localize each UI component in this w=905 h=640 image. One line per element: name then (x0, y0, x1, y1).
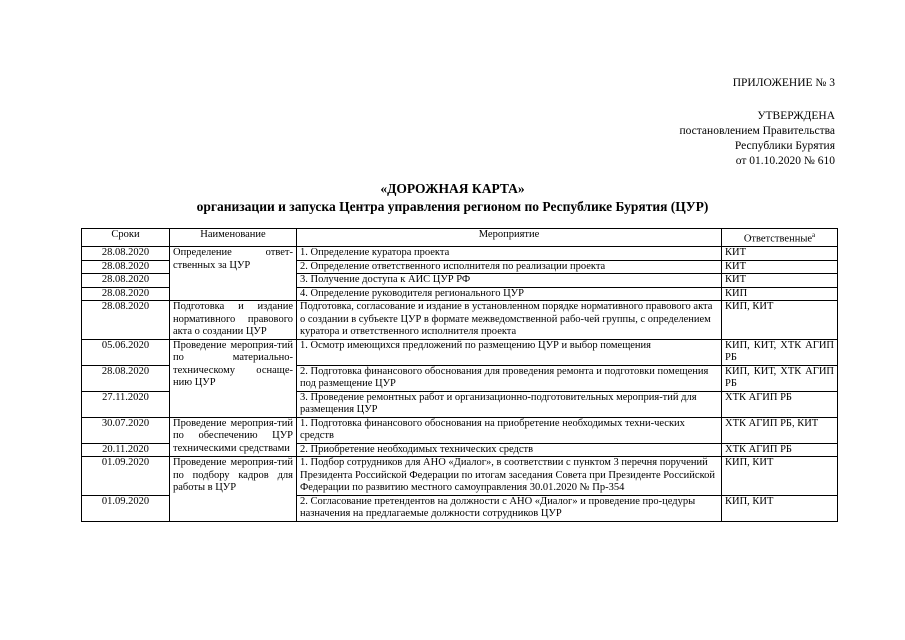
row-date: 28.08.2020 (82, 260, 170, 274)
row-activity: 4. Определение руководителя регионального ЦУР (297, 287, 722, 301)
table-row (82, 247, 838, 261)
table-row (82, 457, 838, 496)
header-responsible (722, 229, 838, 247)
row-activity: 1. Подготовка финансового обоснования на приобретение необходимых техни-ческих средств (297, 417, 722, 443)
approval-line-2: Республики Бурятия (734, 140, 835, 152)
annex-number: ПРИЛОЖЕНИЕ № 3 (732, 77, 835, 89)
row-activity: 1. Определение куратора проекта (297, 247, 722, 261)
row-date: 27.11.2020 (82, 391, 170, 417)
row-date: 01.09.2020 (82, 457, 170, 496)
row-date: 01.09.2020 (82, 495, 170, 521)
row-activity: 2. Определение ответственного исполнителя по реализации проекта (297, 260, 722, 274)
row-date: 30.07.2020 (82, 417, 170, 443)
title-line-2: организации и запуска Центра управления регионом по Республике Бурятия (ЦУР) (196, 199, 709, 214)
row-responsible: КИП (722, 287, 838, 301)
row-responsible: КИП, КИТ, ХТК АГИП РБ (722, 339, 838, 365)
row-responsible: КИП, КИТ (722, 457, 838, 496)
row-date: 20.11.2020 (82, 443, 170, 457)
row-activity: 3. Проведение ремонтных работ и организационно-подготовительных мероприя-тий для размещения ЦУР (297, 391, 722, 417)
row-responsible: КИТ (722, 274, 838, 288)
row-responsible: КИТ (722, 260, 838, 274)
table-row (82, 417, 838, 443)
row-responsible: КИП, КИТ (722, 301, 838, 340)
group-name: Проведение мероприя-тий по подбору кадров для работы в ЦУР (170, 457, 297, 522)
row-date: 28.08.2020 (82, 301, 170, 340)
row-responsible: ХТК АГИП РБ (722, 443, 838, 457)
approval-block (679, 76, 835, 169)
row-responsible: КИП, КИТ (722, 495, 838, 521)
group-name: Проведение мероприя-тий по обеспечению ЦУР техническими средствами (170, 417, 297, 457)
group-name: Проведение мероприя-тий по материально-техническому оснаще-нию ЦУР (170, 339, 297, 417)
row-responsible: КИТ (722, 247, 838, 261)
row-activity: 3. Получение доступа к АИС ЦУР РФ (297, 274, 722, 288)
header-responsible-label: Ответственные (743, 233, 813, 245)
header-name: Наименование (170, 229, 297, 247)
row-date: 28.08.2020 (82, 247, 170, 261)
row-date: 05.06.2020 (82, 339, 170, 365)
header-date: Сроки (82, 229, 170, 247)
group-name: Подготовка и издание нормативного правового акта о создании ЦУР (170, 301, 297, 340)
header-activity: Мероприятие (297, 229, 722, 247)
footnote-marker: а (812, 231, 816, 239)
row-activity: Подготовка, согласование и издание в установленном порядке нормативного правового акта о создании в субъекте ЦУР в формате межведомственной рабо-чей группы, с определением куратора и ответственного исполнителя проекта (297, 301, 722, 340)
row-activity: 2. Подготовка финансового обоснования для проведения ремонта и подготовки помещения под размещение ЦУР (297, 365, 722, 391)
approval-line-3: от 01.10.2020 № 610 (735, 155, 835, 167)
table-row (82, 339, 838, 365)
row-activity: 2. Приобретение необходимых технических средств (297, 443, 722, 457)
table-header-row (82, 229, 838, 247)
roadmap-table (81, 228, 838, 522)
row-date: 28.08.2020 (82, 287, 170, 301)
approved-label: УТВЕРЖДЕНА (757, 110, 835, 122)
approval-line-1: постановлением Правительства (679, 125, 835, 137)
row-responsible: ХТК АГИП РБ, КИТ (722, 417, 838, 443)
group-name: Определение ответ-ственных за ЦУР (170, 247, 297, 301)
row-date: 28.08.2020 (82, 274, 170, 288)
row-activity: 2. Согласование претендентов на должности с АНО «Диалог» и проведение про-цедуры назначения на предлагаемые должности сотрудников ЦУР (297, 495, 722, 521)
document-title (0, 180, 905, 216)
row-activity: 1. Подбор сотрудников для АНО «Диалог», в соответствии с пунктом 3 перечня поручений Президента Российской Федерации по итогам заседания Совета при Президенте Российской Федерации по развитию местного самоуправления 30.01.2020 № Пр-354 (297, 457, 722, 496)
table-row (82, 301, 838, 340)
row-activity: 1. Осмотр имеющихся предложений по размещению ЦУР и выбор помещения (297, 339, 722, 365)
title-line-1: «ДОРОЖНАЯ КАРТА» (380, 181, 525, 196)
row-responsible: КИП, КИТ, ХТК АГИП РБ (722, 365, 838, 391)
row-date: 28.08.2020 (82, 365, 170, 391)
row-responsible: ХТК АГИП РБ (722, 391, 838, 417)
